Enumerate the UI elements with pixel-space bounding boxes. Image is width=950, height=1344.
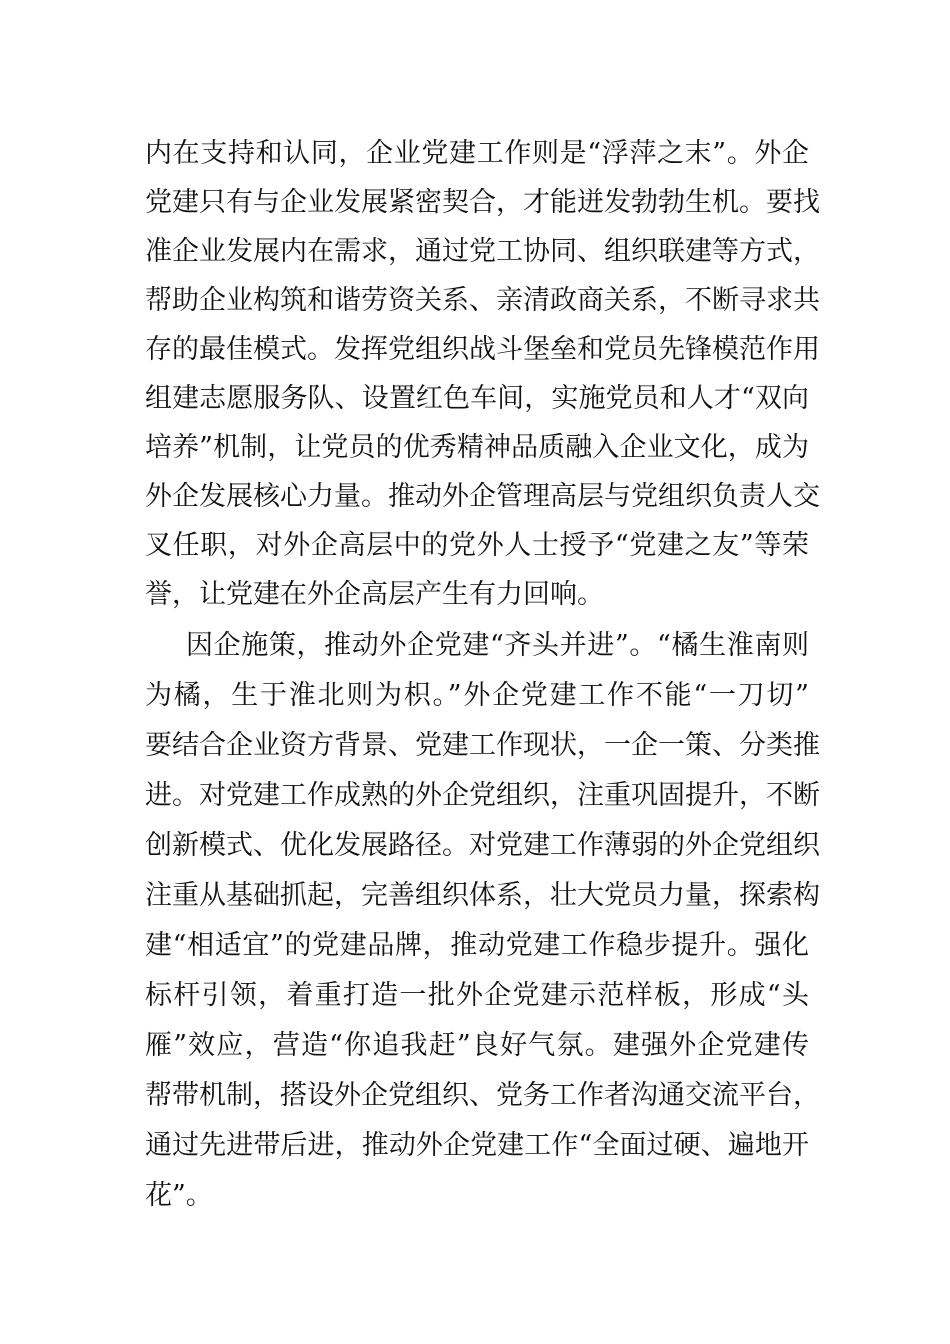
text-line: 帮助企业构筑和谐劳资关系、亲清政商关系，不断寻求共 [145, 285, 820, 316]
text-line: 外企发展核心力量。推动外企管理高层与党组织负责人交 [145, 481, 820, 512]
text-line: 存的最佳模式。发挥党组织战斗堡垒和党员先锋模范作用 [145, 334, 820, 365]
text-line: 叉任职，对外企高层中的党外人士授予“党建之友”等荣 [145, 530, 809, 561]
text-line: 内在支持和认同，企业党建工作则是“浮萍之末”。外企 [145, 138, 809, 169]
text-line: 帮带机制，搭设外企党组织、党务工作者沟通交流平台， [145, 1080, 820, 1111]
text-line: 组建志愿服务队、设置红色车间，实施党员和人才“双向 [145, 383, 809, 414]
text-line: 培养”机制，让党员的优秀精神品质融入企业文化，成为 [145, 432, 809, 463]
text-line: 准企业发展内在需求，通过党工协同、组织联建等方式， [145, 236, 820, 267]
text-line: 誉，让党建在外企高层产生有力回响。 [145, 579, 604, 610]
text-line: 雁”效应，营造“你追我赶”良好气氛。建强外企党建传 [145, 1030, 809, 1061]
text-line: 进。对党建工作成熟的外企党组织，注重巩固提升，不断 [145, 780, 820, 811]
text-line: 党建只有与企业发展紧密契合，才能迸发勃勃生机。要找 [145, 187, 820, 218]
text-line: 为橘，生于淮北则为枳。”外企党建工作不能“一刀切” [145, 680, 809, 711]
text-line: 建“相适宜”的党建品牌，推动党建工作稳步提升。强化 [145, 930, 809, 961]
text-line: 通过先进带后进，推动外企党建工作“全面过硬、遍地开 [145, 1130, 809, 1161]
text-line: 花”。 [145, 1180, 213, 1211]
text-line: 要结合企业资方背景、党建工作现状，一企一策、分类推 [145, 730, 820, 761]
text-line: 创新模式、优化发展路径。对党建工作薄弱的外企党组织 [145, 830, 820, 861]
text-line: 标杆引领，着重打造一批外企党建示范样板，形成“头 [145, 980, 809, 1011]
text-line: 因企施策，推动外企党建“齐头并进”。“橘生淮南则 [186, 630, 809, 661]
text-line: 注重从基础抓起，完善组织体系，壮大党员力量，探索构 [145, 880, 820, 911]
